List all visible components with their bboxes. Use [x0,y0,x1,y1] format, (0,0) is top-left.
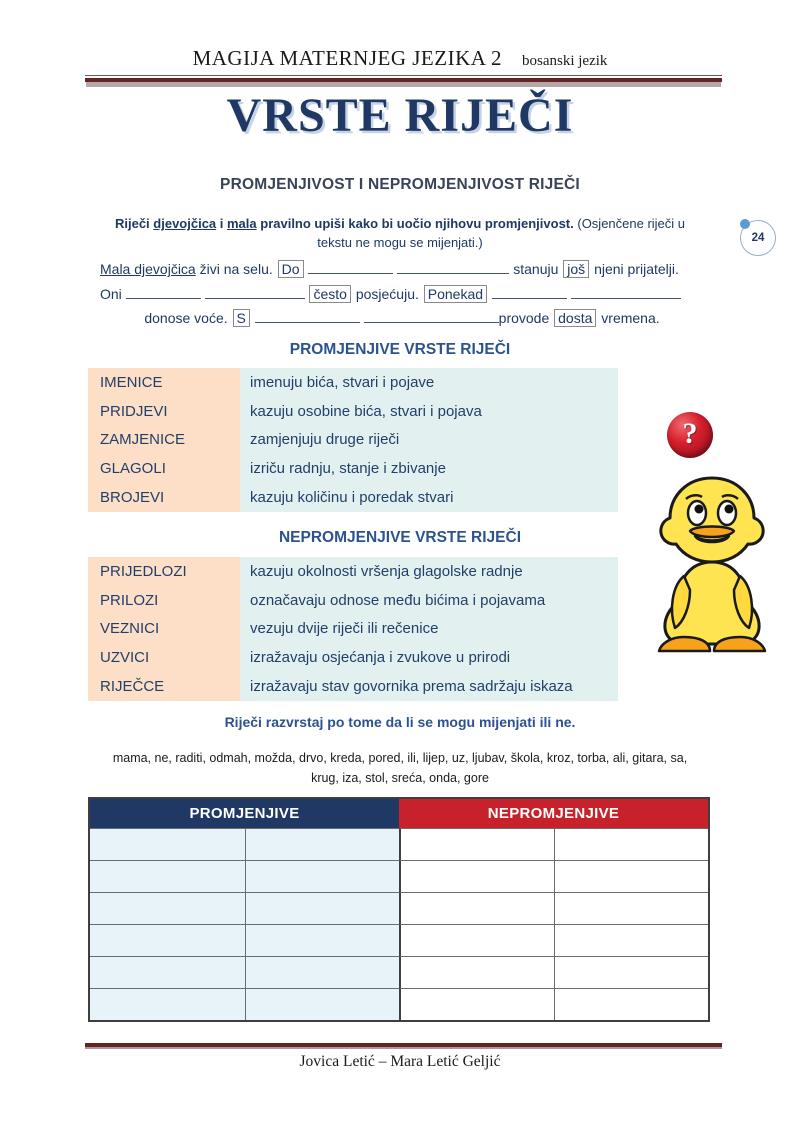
sorting-cell[interactable] [90,892,245,924]
page-number-badge [740,220,776,256]
word-class-definition: kazuju osobine bića, stvari i pojava [240,397,618,426]
shaded-word: S [233,309,250,327]
text-run: stanuju [509,261,563,277]
sorting-cell[interactable] [245,988,400,1020]
fill-blank[interactable] [571,286,681,299]
sorting-cell[interactable] [245,828,400,860]
header-rule [85,75,722,82]
sorting-cell[interactable] [399,860,554,892]
text-run: provode [498,310,554,326]
shaded-word: često [309,285,350,303]
exercise-line-2 [100,282,704,307]
word-class-term: ZAMJENICE [88,426,240,455]
page-title: VRSTE RIJEČI [226,89,574,142]
word-class-term: GLAGOLI [88,454,240,483]
text-run: njeni prijatelji. [590,261,679,277]
subject-label: bosanski jezik [522,53,608,69]
text-run: Riječi [114,216,154,231]
text-run [305,286,309,302]
sorting-cell[interactable] [399,988,554,1020]
lesson-subtitle: PROMJENJIVOST I NEPROMJENJIVOST RIJEČI [220,176,580,193]
text-run: Oni [100,285,126,302]
footer-rule [85,1043,722,1047]
word-class-term: PRIDJEVI [88,397,240,426]
text-run: pravilno upiši kako bi uočio njihovu promjenjivost. [256,216,578,231]
task-instruction [110,214,690,252]
unchangeable-table [88,557,618,701]
sorting-cell[interactable] [399,924,554,956]
word-class-definition: zamjenjuju druge riječi [240,426,618,455]
text-run: vremena. [597,310,660,326]
text-run: živi na selu. [195,261,277,277]
fill-blank[interactable] [397,261,509,274]
word-class-definition: kazuju okolnosti vršenja glagolske radnje [240,557,618,586]
word-class-term: UZVICI [88,643,240,672]
sorting-cell[interactable] [90,860,245,892]
sorting-table-header [90,799,708,828]
page-header [0,46,800,71]
word-class-definition: izriču radnju, stanje i zbivanje [240,454,618,483]
page-number: 24 [751,232,765,244]
word-class-term: BROJEVI [88,483,240,512]
shaded-word: Ponekad [424,285,487,303]
word-class-term: IMENICE [88,368,240,397]
sorting-cell[interactable] [90,988,245,1020]
changeable-table [88,368,618,512]
text-run: i [216,216,227,231]
word-class-definition: izražavaju osjećanja i zvukove u prirodi [240,643,618,672]
duckling-icon [642,470,782,660]
sorting-cell[interactable] [90,924,245,956]
sorting-cell[interactable] [245,956,400,988]
column-header-unchangeable: NEPROMJENJIVE [399,799,708,828]
underlined-word: djevojčica [153,216,217,231]
sorting-instruction: Riječi razvrstaj po tome da li se mogu mijenjati ili ne. [224,714,576,730]
sorting-cell[interactable] [554,956,709,988]
word-bank-line-1: mama, ne, raditi, odmah, možda, drvo, kreda, pored, ili, lijep, uz, ljubav, škola, kroz, torba, ali, gitara, sa, [112,751,688,765]
text-run: posjećuju. [351,285,423,302]
sorting-grid [90,828,708,1020]
word-class-definition: označavaju odnose među bićima i pojavama [240,586,618,615]
sorting-cell[interactable] [399,828,554,860]
sorting-cell[interactable] [554,988,709,1020]
question-mark-icon [667,412,713,458]
word-class-definition: kazuju količinu i poredak stvari [240,483,618,512]
sorting-cell[interactable] [554,924,709,956]
sorting-cell[interactable] [90,828,245,860]
column-header-changeable: PROMJENJIVE [90,799,399,828]
word-class-term: PRILOZI [88,586,240,615]
sorting-cell[interactable] [554,892,709,924]
sorting-cell[interactable] [399,892,554,924]
shaded-word: Do [278,260,304,278]
sorting-table [88,797,710,1022]
fill-blank[interactable] [126,286,201,299]
section-heading-changeable: PROMJENJIVE VRSTE RIJEČI [289,341,511,358]
sorting-cell[interactable] [245,892,400,924]
book-title: MAGIJA MATERNJEG JEZIKA 2 [192,46,503,70]
badge-dot-icon [740,219,750,229]
sorting-cell[interactable] [554,828,709,860]
word-class-definition: vezuju dvije riječi ili rečenice [240,615,618,644]
text-run: donose voće. [144,310,232,326]
fill-blank[interactable] [308,261,393,274]
exercise-line-1 [100,257,704,282]
fill-blank[interactable] [364,310,499,323]
sorting-cell[interactable] [90,956,245,988]
fill-blank[interactable] [205,286,305,299]
shaded-word: još [563,260,589,278]
sorting-cell[interactable] [554,860,709,892]
note-text: (Osjenčene riječi u tekstu ne mogu se mijenjati.) [317,216,686,250]
fill-blank[interactable] [492,286,567,299]
word-class-term: PRIJEDLOZI [88,557,240,586]
word-class-definition: imenuju bića, stvari i pojave [240,368,618,397]
underlined-word: mala [227,216,257,231]
section-heading-unchangeable: NEPROMJENJIVE VRSTE RIJEČI [278,529,522,546]
fill-blank[interactable] [255,310,360,323]
word-class-term: VEZNICI [88,615,240,644]
word-bank [0,749,800,788]
word-class-definition: izražavaju stav govornika prema sadržaju iskaza [240,672,618,701]
footer-authors: Jovica Letić – Mara Letić Geljić [299,1053,501,1070]
exercise-line-3 [100,306,704,331]
word-class-term: RIJEČCE [88,672,240,701]
shaded-word: dosta [554,309,596,327]
question-glyph: ? [682,417,698,450]
word-bank-line-2: krug, iza, stol, sreća, onda, gore [311,770,489,785]
sorting-cell[interactable] [245,924,400,956]
sorting-cell[interactable] [399,956,554,988]
sorting-cell[interactable] [245,860,400,892]
underlined-word: Mala djevojčica [100,261,196,277]
fill-in-exercise [100,257,704,331]
